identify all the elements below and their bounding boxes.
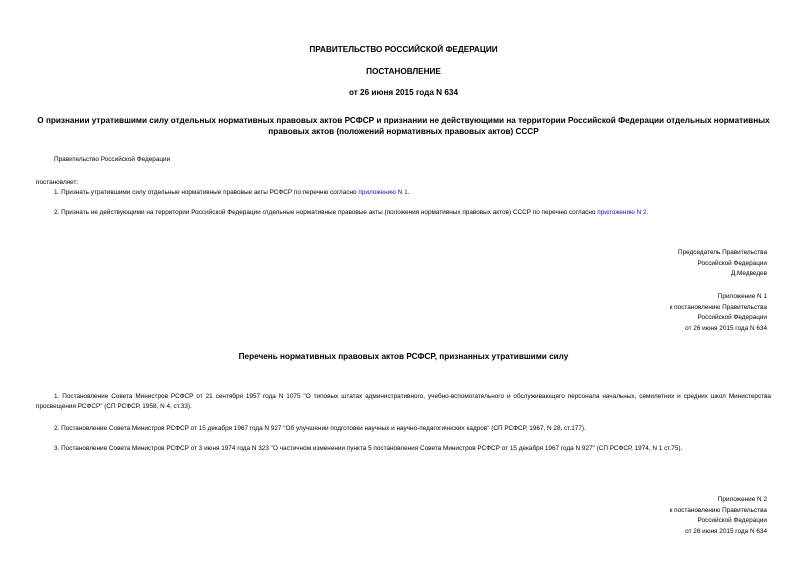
appendix-1-organization: Российской Федерации — [697, 314, 767, 321]
item-2-end: . — [646, 209, 649, 216]
item-1-end: . — [407, 189, 410, 196]
appendix-1-item-2: 2. Постановление Совета Министров РСФСР от 15 декабря 1967 года N 927 "Об улучшении подготовки научных и научно-педагогических кадров" (СП РСФСР, 1967, N 28, ст.177). — [54, 425, 586, 432]
signature-block — [678, 248, 767, 280]
appendix-1-link[interactable]: приложению N 1 — [358, 189, 408, 196]
intro-text: Правительство Российской Федерации — [54, 156, 171, 163]
signature-organization: Российской Федерации — [697, 259, 767, 267]
appendix-1-title: Перечень нормативных правовых актов РСФСР, признанных утратившими силу — [238, 352, 569, 361]
appendix-1-date: от 26 июня 2015 года N 634 — [685, 324, 767, 332]
signature-name: Д.Медведев — [730, 270, 767, 277]
item-2-text: 2. Признать не действующими на территории Российской Федерации отдельные нормативные правовые акты (положения нормативных правовых актов) СССР по перечню согласно — [54, 209, 598, 216]
appendix-1-reference: к постановлению Правительства — [669, 303, 767, 311]
document-title: О признании утратившими силу отдельных нормативных правовых актов РСФСР и признании не действующими на территории Российской Федерации отдельных нормативных правовых актов (положений нормативных правовых актов) СССР — [37, 116, 770, 136]
appendix-1-number: Приложение N 1 — [717, 293, 767, 300]
document-type-heading: ПОСТАНОВЛЕНИЕ — [366, 67, 441, 76]
item-1-text: 1. Признать утратившими силу отдельные нормативные правовые акты РСФСР по перечню согласно — [54, 189, 359, 196]
item-2-paragraph — [54, 208, 648, 218]
decides-text: постановляет: — [36, 179, 79, 186]
appendix-2-date: от 26 июня 2015 года N 634 — [685, 527, 767, 535]
appendix-2-organization: Российской Федерации — [697, 517, 767, 524]
signature-position: Председатель Правительства — [678, 249, 767, 256]
document-date-number: от 26 июня 2015 года N 634 — [348, 88, 459, 97]
appendix-1-item-3: 3. Постановление Совета Министров РСФСР от 3 июня 1974 года N 323 "О частичном изменении пункта 5 постановления Совета Министров РСФСР от 15 декабря 1967 года N 927" (СП РСФСР, 1974, N 1 ст.75). — [54, 445, 683, 452]
appendix-2-reference: к постановлению Правительства — [669, 506, 767, 514]
appendix-2-number: Приложение N 2 — [717, 496, 767, 503]
appendix-1-item-1: 1. Постановление Совета Министров РСФСР от 21 сентября 1957 года N 1075 "О типовых штатах административного, учебно-вспомогательного и обслуживающего персонала начальных, семилетних и средних школ Министерства просвещения РСФСР" (СП РСФСР, 1958, N 4, ст.33). — [36, 393, 771, 410]
appendix-2-header — [670, 495, 767, 537]
appendix-1-header — [670, 292, 767, 334]
item-1-paragraph — [54, 188, 409, 198]
government-heading: ПРАВИТЕЛЬСТВО РОССИЙСКОЙ ФЕДЕРАЦИИ — [309, 45, 498, 54]
appendix-2-link[interactable]: приложению N 2 — [597, 209, 647, 216]
